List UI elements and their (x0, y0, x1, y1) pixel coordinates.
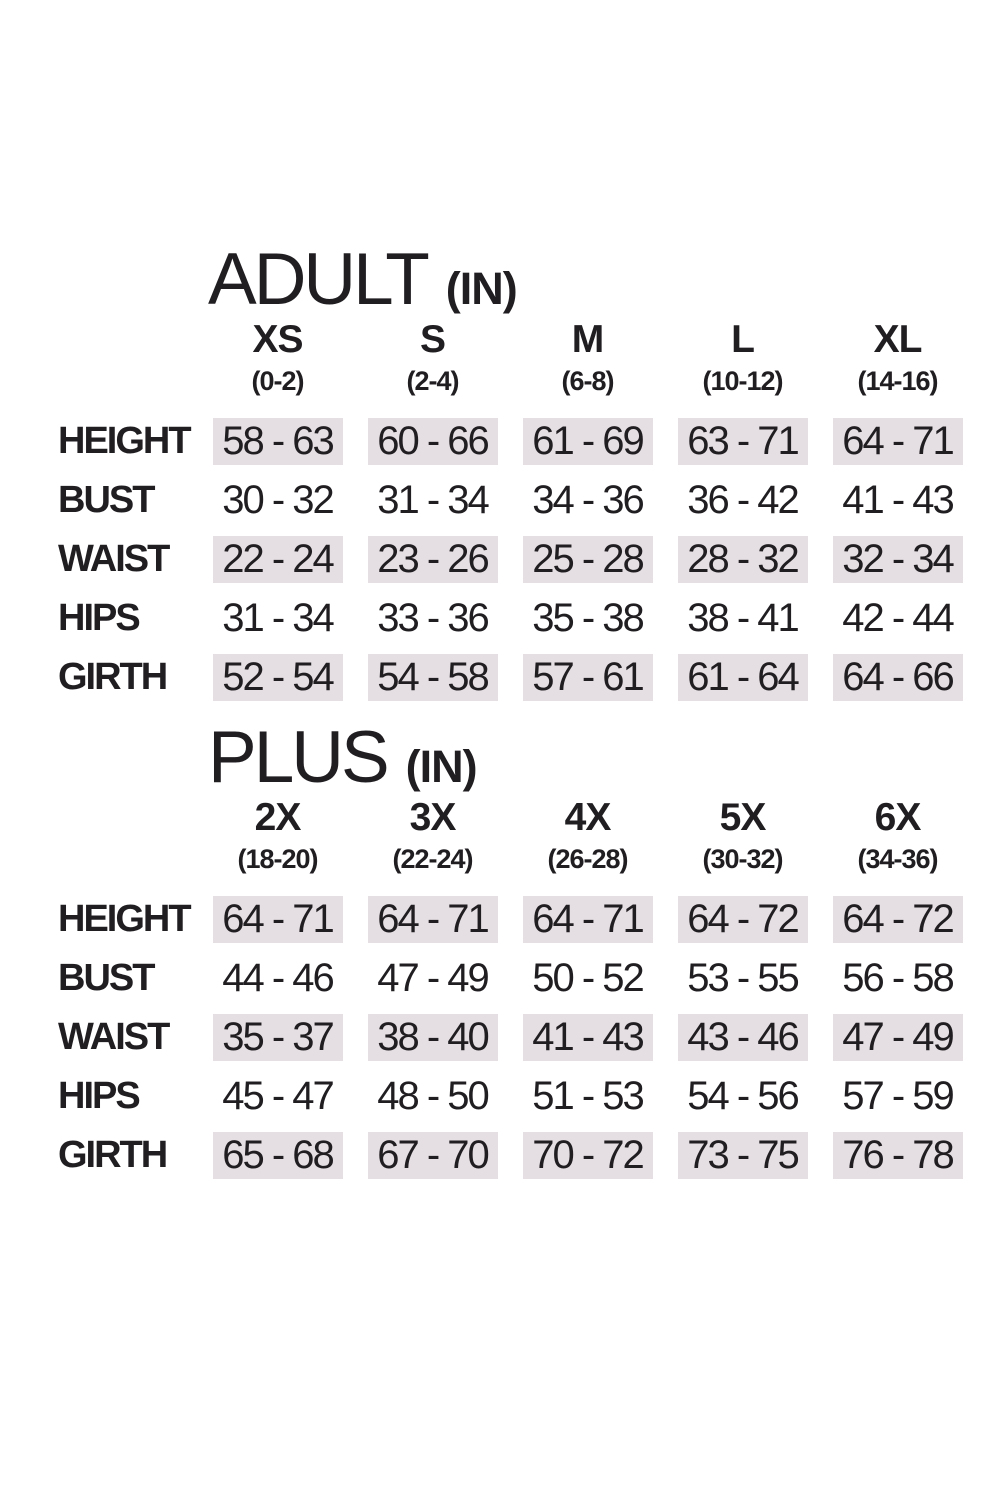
value-cell (820, 412, 975, 471)
value-cell (355, 949, 510, 1008)
measurement-value: 67 - 70 (368, 1132, 498, 1179)
row-label: GIRTH (58, 1134, 167, 1176)
value-cell (510, 412, 665, 471)
measurement-value: 45 - 47 (222, 1074, 333, 1119)
measurement-value: 47 - 49 (377, 956, 488, 1001)
value-cell (820, 648, 975, 707)
measurement-value: 51 - 53 (532, 1074, 643, 1119)
measurement-value: 41 - 43 (842, 478, 953, 523)
measurement-value: 25 - 28 (523, 536, 653, 583)
column-range-header: (0-2) (251, 366, 304, 396)
measurement-value: 33 - 36 (377, 596, 488, 641)
measurement-value: 63 - 71 (678, 418, 808, 465)
measurement-value: 31 - 34 (377, 478, 488, 523)
value-cell (510, 589, 665, 648)
row-label: HEIGHT (58, 898, 190, 940)
value-cell (355, 890, 510, 949)
row-label: WAIST (58, 538, 169, 580)
value-cell (200, 1008, 355, 1067)
column-range-header: (2-4) (406, 366, 459, 396)
value-cell (820, 1008, 975, 1067)
value-cell (665, 1067, 820, 1126)
row-label: WAIST (58, 1016, 169, 1058)
column-range-header: (34-36) (857, 844, 938, 874)
measurement-value: 57 - 61 (523, 654, 653, 701)
value-cell (510, 890, 665, 949)
measurement-value: 23 - 26 (368, 536, 498, 583)
measurement-value: 61 - 64 (678, 654, 808, 701)
row-label: HIPS (58, 1075, 139, 1117)
measurement-value: 47 - 49 (833, 1014, 963, 1061)
value-cell (355, 412, 510, 471)
measurement-value: 36 - 42 (687, 478, 798, 523)
adult-title-unit: (IN) (445, 263, 517, 314)
column-range-header: (6-8) (561, 366, 614, 396)
value-cell (355, 471, 510, 530)
column-size-header: XL (873, 318, 922, 361)
measurement-value: 48 - 50 (377, 1074, 488, 1119)
adult-table-grid (58, 320, 1000, 707)
value-cell (200, 949, 355, 1008)
measurement-value: 64 - 66 (833, 654, 963, 701)
value-cell (665, 890, 820, 949)
measurement-value: 64 - 72 (833, 896, 963, 943)
value-cell (200, 890, 355, 949)
measurement-value: 64 - 71 (833, 418, 963, 465)
measurement-value: 38 - 41 (687, 596, 798, 641)
column-size-header: 5X (719, 796, 766, 839)
plus-size-table (0, 717, 1000, 1185)
measurement-value: 64 - 71 (213, 896, 343, 943)
value-cell (355, 1067, 510, 1126)
measurement-value: 28 - 32 (678, 536, 808, 583)
measurement-value: 58 - 63 (213, 418, 343, 465)
measurement-value: 54 - 58 (368, 654, 498, 701)
value-cell (200, 1126, 355, 1185)
value-cell (510, 1126, 665, 1185)
value-cell (665, 589, 820, 648)
value-cell (200, 530, 355, 589)
measurement-value: 38 - 40 (368, 1014, 498, 1061)
column-size-header: S (419, 318, 445, 361)
value-cell (200, 648, 355, 707)
plus-table-title (208, 717, 1000, 798)
measurement-value: 64 - 71 (368, 896, 498, 943)
value-cell (510, 648, 665, 707)
header-spacer (58, 798, 200, 844)
measurement-value: 65 - 68 (213, 1132, 343, 1179)
value-cell (200, 589, 355, 648)
column-size-header: L (731, 318, 754, 361)
measurement-value: 76 - 78 (833, 1132, 963, 1179)
measurement-value: 53 - 55 (687, 956, 798, 1001)
column-size-header: XS (252, 318, 303, 361)
column-range-header: (26-28) (547, 844, 628, 874)
value-cell (820, 530, 975, 589)
value-cell (820, 1067, 975, 1126)
measurement-value: 60 - 66 (368, 418, 498, 465)
value-cell (820, 1126, 975, 1185)
value-cell (510, 530, 665, 589)
value-cell (820, 949, 975, 1008)
measurement-value: 57 - 59 (842, 1074, 953, 1119)
column-size-header: 2X (254, 796, 301, 839)
row-label: GIRTH (58, 656, 167, 698)
value-cell (355, 1008, 510, 1067)
plus-table-grid (58, 798, 1000, 1185)
adult-size-table (0, 239, 1000, 707)
value-cell (820, 890, 975, 949)
adult-table-title (208, 239, 1000, 320)
header-spacer (58, 366, 200, 412)
measurement-value: 43 - 46 (678, 1014, 808, 1061)
measurement-value: 54 - 56 (687, 1074, 798, 1119)
column-range-header: (18-20) (237, 844, 318, 874)
value-cell (820, 589, 975, 648)
measurement-value: 35 - 37 (213, 1014, 343, 1061)
measurement-value: 34 - 36 (532, 478, 643, 523)
value-cell (200, 471, 355, 530)
value-cell (510, 1008, 665, 1067)
value-cell (665, 949, 820, 1008)
value-cell (665, 648, 820, 707)
value-cell (510, 471, 665, 530)
measurement-value: 41 - 43 (523, 1014, 653, 1061)
column-size-header: 4X (564, 796, 611, 839)
measurement-value: 50 - 52 (532, 956, 643, 1001)
measurement-value: 44 - 46 (222, 956, 333, 1001)
value-cell (820, 471, 975, 530)
value-cell (665, 1008, 820, 1067)
value-cell (200, 1067, 355, 1126)
measurement-value: 64 - 72 (678, 896, 808, 943)
value-cell (665, 471, 820, 530)
value-cell (355, 1126, 510, 1185)
measurement-value: 70 - 72 (523, 1132, 653, 1179)
row-label: HIPS (58, 597, 139, 639)
plus-title-unit: (IN) (405, 741, 477, 792)
measurement-value: 56 - 58 (842, 956, 953, 1001)
measurement-value: 64 - 71 (523, 896, 653, 943)
measurement-value: 22 - 24 (213, 536, 343, 583)
measurement-value: 31 - 34 (222, 596, 333, 641)
column-range-header: (30-32) (702, 844, 783, 874)
value-cell (355, 530, 510, 589)
measurement-value: 61 - 69 (523, 418, 653, 465)
value-cell (510, 1067, 665, 1126)
measurement-value: 32 - 34 (833, 536, 963, 583)
column-size-header: 6X (874, 796, 921, 839)
header-spacer (58, 844, 200, 890)
header-spacer (58, 320, 200, 366)
value-cell (200, 412, 355, 471)
value-cell (665, 530, 820, 589)
value-cell (355, 648, 510, 707)
row-label: BUST (58, 957, 154, 999)
row-label: HEIGHT (58, 420, 190, 462)
column-size-header: M (571, 318, 604, 361)
value-cell (665, 1126, 820, 1185)
column-size-header: 3X (409, 796, 456, 839)
measurement-value: 42 - 44 (842, 596, 953, 641)
plus-title-text: PLUS (208, 717, 387, 798)
column-range-header: (22-24) (392, 844, 473, 874)
measurement-value: 30 - 32 (222, 478, 333, 523)
column-range-header: (10-12) (702, 366, 783, 396)
measurement-value: 52 - 54 (213, 654, 343, 701)
measurement-value: 35 - 38 (532, 596, 643, 641)
column-range-header: (14-16) (857, 366, 938, 396)
value-cell (510, 949, 665, 1008)
value-cell (665, 412, 820, 471)
adult-title-text: ADULT (208, 239, 427, 320)
value-cell (355, 589, 510, 648)
row-label: BUST (58, 479, 154, 521)
measurement-value: 73 - 75 (678, 1132, 808, 1179)
